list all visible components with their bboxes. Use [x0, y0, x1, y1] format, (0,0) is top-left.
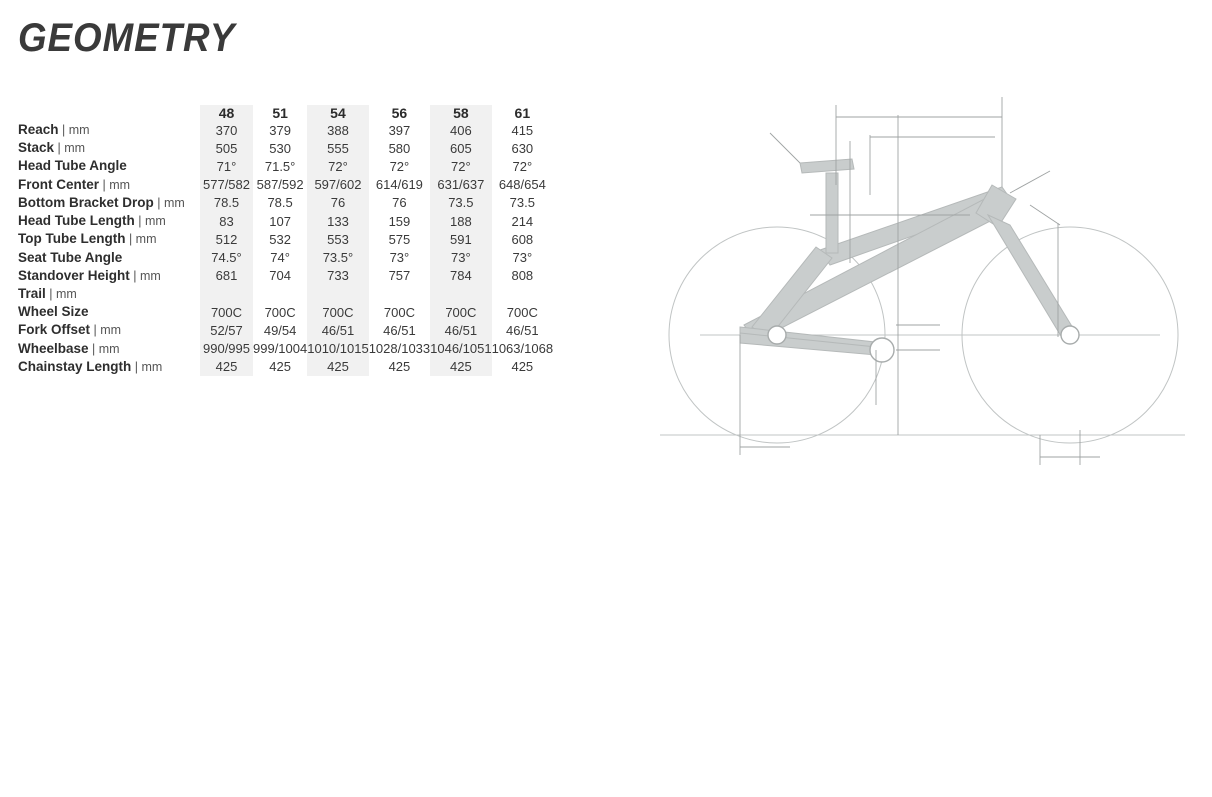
row-label-text: Top Tube Length — [18, 231, 126, 247]
cell-value: 49/54 — [263, 323, 297, 339]
row-label-text: Front Center — [18, 176, 99, 192]
cell-value: 700C — [200, 303, 253, 321]
cell-value: 608 — [511, 231, 534, 247]
cell-value: 74° — [270, 250, 290, 266]
cell-value: 700C — [506, 304, 538, 320]
cell-value: 214 — [511, 213, 534, 229]
cell-value: 425 — [388, 359, 411, 375]
table-row — [18, 303, 553, 321]
table-row — [18, 212, 553, 230]
cell-value: 784 — [430, 267, 491, 285]
cell-value: 388 — [307, 121, 368, 139]
cell-value: 808 — [511, 268, 534, 284]
row-unit-text: | mm — [54, 141, 86, 156]
row-label — [18, 212, 200, 230]
cell-value: 71.5° — [264, 159, 296, 175]
row-label — [18, 121, 200, 139]
row-label — [18, 340, 200, 358]
cell-value: 83 — [200, 212, 253, 230]
cell-value: 1046/1051 — [430, 341, 492, 357]
table-row — [18, 321, 553, 339]
cell-value: 505 — [200, 139, 253, 157]
row-unit-text: | mm — [58, 123, 90, 137]
cell-value: 370 — [200, 121, 253, 139]
cell-value: 577/582 — [200, 176, 253, 194]
row-label-text: Wheelbase — [18, 340, 89, 356]
cell-value: 614/619 — [375, 177, 423, 193]
cell-value: 78.5 — [200, 194, 253, 212]
cell-value: 379 — [269, 122, 291, 138]
row-label — [18, 194, 200, 212]
cell-value: 532 — [269, 231, 291, 247]
size-header-61: 61 — [514, 105, 531, 121]
cell-value: 1028/1033 — [368, 341, 431, 357]
table-corner-cell — [18, 105, 200, 121]
cell-value: 597/602 — [307, 176, 368, 194]
cell-value: 46/51 — [383, 323, 416, 339]
cell-value: 1063/1068 — [491, 341, 554, 357]
cell-value: 72° — [430, 157, 491, 175]
cell-value: 52/57 — [200, 321, 253, 339]
size-header-56: 56 — [391, 105, 408, 121]
row-label-text: Trail — [18, 285, 46, 301]
cell-value: 512 — [200, 230, 253, 248]
cell-value: 78.5 — [267, 195, 293, 211]
cell-value: 681 — [200, 267, 253, 285]
cell-value: 425 — [511, 359, 534, 375]
cell-value: 999/1004 — [253, 341, 308, 357]
cell-value: 700C — [430, 303, 491, 321]
cell-value: 575 — [388, 231, 411, 247]
cell-value: 555 — [307, 139, 368, 157]
row-label — [18, 230, 200, 248]
cell-value: 73.5° — [307, 249, 368, 267]
bike-geometry-diagram — [640, 75, 1200, 475]
cell-value: 700C — [264, 304, 296, 320]
cell-value: 425 — [430, 358, 491, 376]
cell-value: 530 — [269, 140, 291, 156]
table-header — [18, 105, 553, 121]
table-row — [18, 249, 553, 267]
table-row — [18, 121, 553, 139]
row-label-text: Bottom Bracket Drop — [18, 194, 154, 210]
cell-value: 72° — [512, 159, 533, 175]
page-title: GEOMETRY — [18, 16, 236, 60]
row-label — [18, 267, 200, 285]
cell-value: 648/654 — [498, 177, 546, 193]
cell-value: 46/51 — [307, 321, 368, 339]
cell-value — [369, 285, 430, 303]
cell-value: 425 — [269, 359, 291, 375]
row-unit-text: | mm — [99, 177, 131, 192]
cell-value: 631/637 — [430, 176, 491, 194]
row-unit-text: | mm — [90, 323, 122, 338]
cell-value: 591 — [430, 230, 491, 248]
cell-value: 425 — [200, 358, 253, 376]
row-unit-text: | mm — [129, 268, 161, 283]
cell-value: 425 — [307, 358, 368, 376]
row-unit-text: | mm — [45, 286, 77, 301]
cell-value — [200, 285, 253, 303]
cell-value: 553 — [307, 230, 368, 248]
table-body — [18, 121, 553, 376]
row-unit-text: | mm — [125, 232, 157, 247]
row-unit-text: | mm — [131, 359, 163, 374]
cell-value: 72° — [389, 159, 410, 175]
table-row — [18, 194, 553, 212]
cell-value — [492, 285, 553, 303]
row-label — [18, 303, 200, 321]
geometry-table — [18, 105, 553, 376]
cell-value: 990/995 — [200, 340, 253, 358]
table-row — [18, 285, 553, 303]
size-header-48: 48 — [200, 105, 253, 121]
table-row — [18, 267, 553, 285]
row-label — [18, 249, 200, 267]
size-header-54: 54 — [307, 105, 368, 121]
cell-value: 159 — [388, 213, 411, 229]
cell-value: 704 — [269, 268, 291, 284]
cell-value: 76 — [392, 195, 407, 211]
cell-value: 73° — [389, 250, 410, 266]
cell-value: 73° — [512, 250, 533, 266]
cell-value — [307, 285, 368, 303]
cell-value: 73.5 — [509, 195, 535, 211]
row-unit-text: | mm — [88, 341, 120, 356]
row-label — [18, 358, 200, 376]
row-label — [18, 157, 200, 175]
table-row — [18, 139, 553, 157]
cell-value: 733 — [307, 267, 368, 285]
cell-value: 605 — [430, 139, 491, 157]
row-unit-text: | mm — [134, 214, 166, 229]
cell-value: 630 — [511, 140, 534, 156]
table-row — [18, 340, 553, 358]
table-row — [18, 358, 553, 376]
cell-value: 397 — [388, 122, 411, 138]
row-unit-text: | mm — [153, 195, 185, 210]
row-label — [18, 285, 200, 303]
cell-value — [253, 285, 307, 303]
table-row — [18, 157, 553, 175]
row-label-text: Fork Offset — [18, 322, 91, 338]
table-row — [18, 230, 553, 248]
cell-value: 415 — [511, 122, 534, 138]
row-label-text: Stack — [18, 140, 55, 156]
row-label — [18, 321, 200, 339]
row-label-text: Chainstay Length — [18, 358, 132, 374]
row-label-text: Wheel Size — [18, 304, 89, 320]
row-label — [18, 176, 200, 194]
cell-value: 188 — [430, 212, 491, 230]
table-row — [18, 176, 553, 194]
row-label-text: Seat Tube Angle — [18, 249, 123, 265]
cell-value: 1010/1015 — [307, 341, 369, 357]
cell-value: 406 — [430, 121, 491, 139]
row-label-text: Standover Height — [18, 267, 130, 283]
cell-value: 73° — [430, 249, 491, 267]
cell-value: 757 — [388, 268, 411, 284]
cell-value: 71° — [200, 157, 253, 175]
cell-value: 700C — [383, 304, 415, 320]
cell-value: 76 — [307, 194, 368, 212]
cell-value: 133 — [307, 212, 368, 230]
cell-value: 700C — [307, 303, 368, 321]
row-label-text: Reach — [18, 122, 59, 137]
size-header-51: 51 — [272, 105, 288, 121]
table-header-row — [18, 105, 553, 121]
row-label — [18, 139, 200, 157]
cell-value: 73.5 — [430, 194, 491, 212]
size-header-58: 58 — [430, 105, 491, 121]
row-label-text: Head Tube Length — [18, 213, 135, 229]
cell-value — [430, 285, 491, 303]
cell-value: 580 — [388, 140, 411, 156]
cell-value: 74.5° — [200, 249, 253, 267]
cell-value: 46/51 — [430, 321, 491, 339]
row-label-text: Head Tube Angle — [18, 158, 127, 174]
cell-value: 46/51 — [506, 323, 539, 339]
cell-value: 107 — [269, 213, 291, 229]
cell-value: 72° — [307, 157, 368, 175]
cell-value: 587/592 — [256, 177, 304, 193]
frame-shape — [740, 159, 1076, 355]
